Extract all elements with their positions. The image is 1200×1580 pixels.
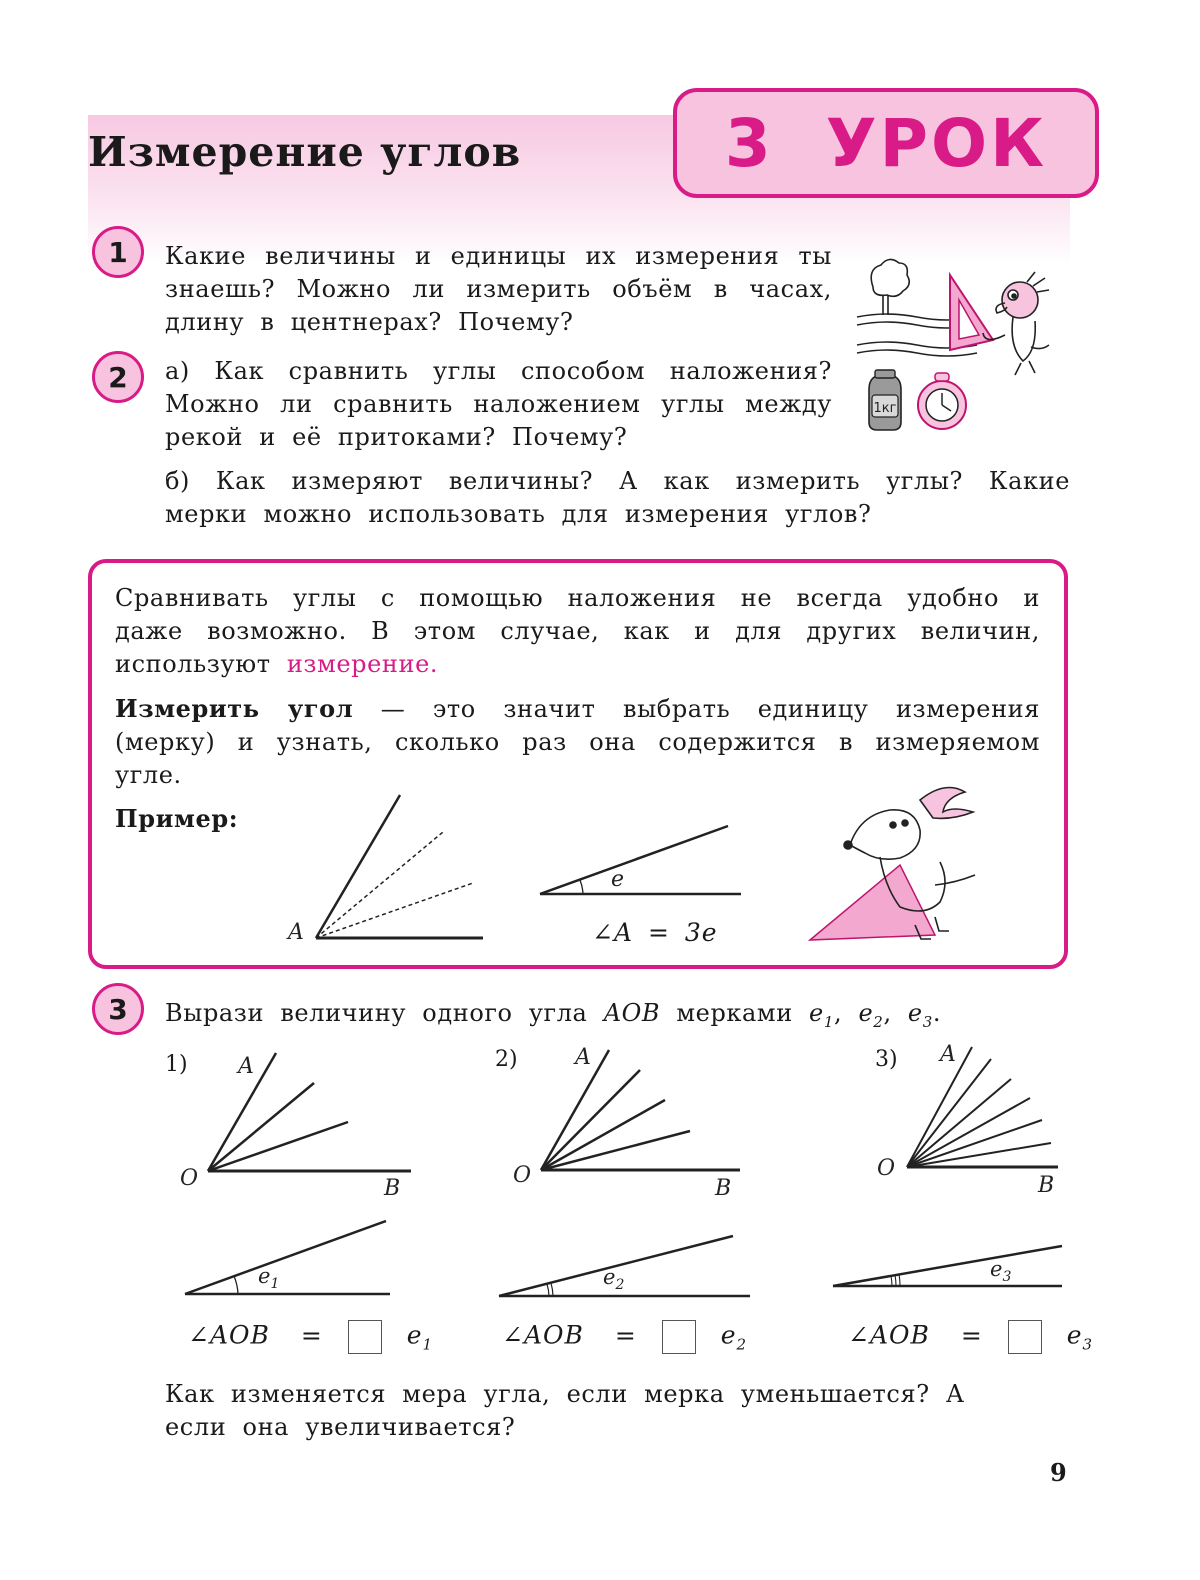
example-angle-a [280, 790, 500, 950]
variant-2-angle-symbol: ∠AOB [502, 1320, 584, 1350]
rule-paragraph-1 [115, 582, 1040, 681]
variant-2-label-a: A [575, 1045, 591, 1070]
task2-part-a: а) Как сравнить углы способом наложения? Можно ли сравнить наложением углы между рекой и её притоками? Почему? [165, 357, 832, 451]
example-label: Пример: [115, 804, 239, 833]
task3-unit-3: $e_3$ [907, 999, 933, 1031]
variant-1-label-a: A [238, 1054, 254, 1079]
page-number: 9 [1050, 1458, 1067, 1487]
rule-p2-text: — это значит выбрать единицу измерения (мерку) и узнать, сколько раз она содержится в измеряемом угле. [115, 695, 1040, 789]
task-number-1 [92, 226, 144, 278]
task3-text-mid: мерками [676, 999, 793, 1027]
weight-icon [869, 370, 901, 430]
measuring-tools-illustration [855, 255, 1060, 460]
task-number-1-label: 1 [108, 235, 128, 269]
example-unit-angle [535, 820, 750, 905]
rule-paragraph-2 [115, 692, 1040, 792]
task3-text-start: Вырази величину одного угла [165, 999, 588, 1027]
task3-unit-1: $e_1$ [809, 999, 835, 1031]
variant-3-label-o: O [877, 1156, 896, 1181]
variant-2-label-o: O [513, 1163, 532, 1188]
variant-3-unit-label: $e_3$ [990, 1257, 1012, 1285]
task-number-2-label: 2 [108, 360, 128, 394]
variant-3-label-a: A [940, 1042, 956, 1067]
variant-3-equals: = [960, 1320, 983, 1350]
task3-question: Как изменяется мера угла, если мерка уменьшается? А если она увеличивается? [165, 1380, 965, 1441]
variant-2-equals: = [614, 1320, 637, 1350]
task-number-3-label: 3 [108, 992, 128, 1026]
variant-1-angle [170, 1045, 420, 1205]
variant-2-angle [505, 1040, 750, 1200]
variant-3-equation: ∠AOB = $e_3$ [848, 1320, 1094, 1354]
rule-p1-text: Сравнивать углы с помощью наложения не всегда удобно и даже возможно. В этом случае, как и для других величин, используют [115, 584, 1040, 678]
task1-text: Какие величины и единицы их измерения ты знаешь? Можно ли измерить объём в часах, длину в центнерах? Почему? [165, 242, 832, 336]
lesson-badge [673, 88, 1099, 198]
variant-2-answer-box[interactable] [662, 1320, 696, 1354]
unit-e-label: e [611, 867, 625, 892]
task2-part-b: б) Как измеряют величины? А как измерить углы? Какие мерки можно использовать для измерения углов? [165, 467, 1070, 528]
variant-2-unit [495, 1230, 755, 1305]
variant-1-label-b: B [384, 1176, 401, 1201]
weight-label: 1кг [873, 401, 897, 416]
variant-3-angle-symbol: ∠AOB [848, 1320, 930, 1350]
rule-term: Измерить угол [115, 694, 354, 723]
stopwatch-icon [918, 373, 966, 429]
example-angle-symbol: ∠A [592, 918, 634, 947]
variant-3-label-b: B [1038, 1173, 1055, 1198]
bird-icon [983, 272, 1049, 375]
variant-3-answer-box[interactable] [1008, 1320, 1042, 1354]
lesson-label: 3 УРОК [724, 104, 1048, 182]
variant-2-label-b: B [715, 1176, 732, 1200]
variant-1-equals: = [300, 1320, 323, 1350]
variant-2-unit-label: $e_2$ [603, 1265, 625, 1293]
variant-1-number: 1) [165, 1052, 188, 1077]
example-result-value: 3e [684, 918, 718, 947]
variant-1-equation: ∠AOB = $e_1$ [188, 1320, 434, 1354]
variant-1-label-o: O [180, 1166, 199, 1191]
variant-2-number: 2) [495, 1047, 518, 1072]
rule-highlight-measurement: измерение. [286, 650, 439, 678]
task-number-3 [92, 983, 144, 1035]
example-equals: = [647, 918, 670, 947]
variant-1-unit-label: $e_1$ [258, 1264, 280, 1292]
variant-3-number: 3) [875, 1047, 898, 1072]
task-number-2 [92, 351, 144, 403]
page-title: Измерение углов [88, 128, 522, 176]
example-result [592, 918, 718, 947]
task3-unit-2: $e_2$ [858, 999, 884, 1031]
variant-1-angle-symbol: ∠AOB [188, 1320, 270, 1350]
variant-3-unit [830, 1240, 1065, 1295]
vertex-a-label: A [288, 920, 304, 945]
variant-2-equation: ∠AOB = $e_2$ [502, 1320, 748, 1354]
task3-angle-name: AOB [603, 999, 661, 1027]
variant-1-answer-box[interactable] [348, 1320, 382, 1354]
variant-3-angle [870, 1035, 1070, 1200]
variant-1-unit [180, 1215, 395, 1300]
dog-with-angle-illustration [805, 785, 995, 945]
task3-text: Вырази величину одного угла AOB мерками $e_1$, $e_2$, $e_3$. [165, 999, 942, 1031]
